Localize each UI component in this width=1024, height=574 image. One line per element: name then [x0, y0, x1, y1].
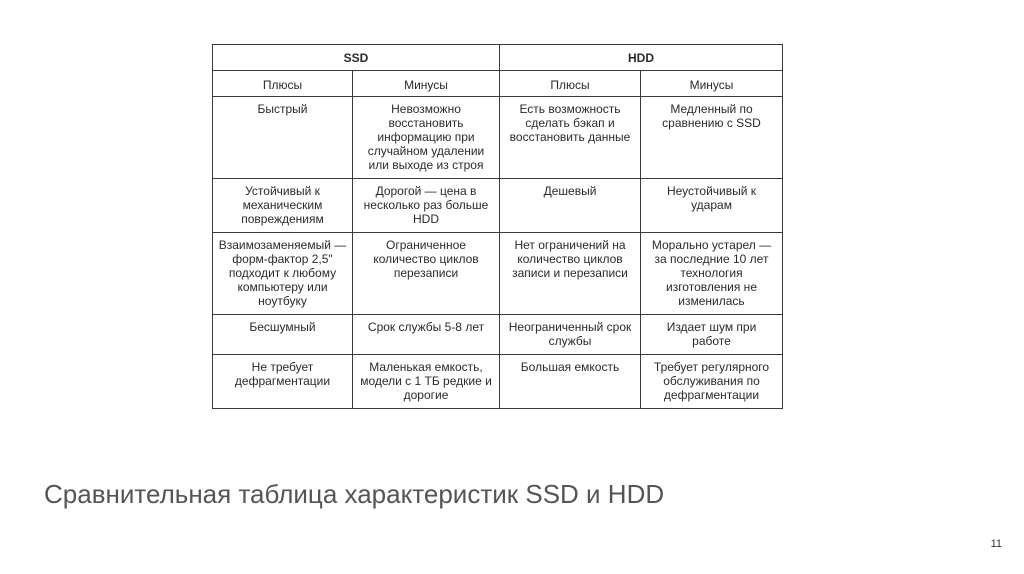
table-cell: Есть возможность сделать бэкап и восстановить данные: [500, 97, 641, 179]
table-cell: Быстрый: [213, 97, 353, 179]
table-cell: Дорогой — цена в несколько раз больше HDD: [353, 179, 500, 233]
table-cell: Большая емкость: [500, 355, 641, 409]
table-row: [213, 179, 783, 233]
hdd-group-header: HDD: [500, 45, 783, 71]
table-cell: Невозможно восстановить информацию при случайном удалении или выходе из строя: [353, 97, 500, 179]
table-cell: Не требует дефрагментации: [213, 355, 353, 409]
table-cell: Маленькая емкость, модели с 1 ТБ редкие и дорогие: [353, 355, 500, 409]
hdd-pros-header: Плюсы: [500, 71, 641, 97]
page-number: 11: [990, 538, 1002, 550]
ssd-pros-header: Плюсы: [213, 71, 353, 97]
table-cell: Срок службы 5-8 лет: [353, 315, 500, 355]
table-cell: Дешевый: [500, 179, 641, 233]
table-cell: Требует регулярного обслуживания по дефрагментации: [641, 355, 783, 409]
table-cell: Морально устарел — за последние 10 лет технология изготовления не изменилась: [641, 233, 783, 315]
table-row: [213, 315, 783, 355]
table-row: [213, 97, 783, 179]
table-cell: Нет ограничений на количество циклов записи и перезаписи: [500, 233, 641, 315]
table-row: [213, 233, 783, 315]
comparison-table: [212, 44, 783, 409]
table-cell: Взаимозаменяемый — форм-фактор 2,5" подходит к любому компьютеру или ноутбуку: [213, 233, 353, 315]
hdd-cons-header: Минусы: [641, 71, 783, 97]
slide-title: Сравнительная таблица характеристик SSD и HDD: [44, 479, 665, 509]
table-cell: Неустойчивый к ударам: [641, 179, 783, 233]
table-cell: Устойчивый к механическим повреждениям: [213, 179, 353, 233]
table-cell: Медленный по сравнению с SSD: [641, 97, 783, 179]
table-cell: Неограниченный срок службы: [500, 315, 641, 355]
ssd-group-header: SSD: [213, 45, 500, 71]
table-cell: Ограниченное количество циклов перезаписи: [353, 233, 500, 315]
table-cell: Издает шум при работе: [641, 315, 783, 355]
ssd-cons-header: Минусы: [353, 71, 500, 97]
table-cell: Бесшумный: [213, 315, 353, 355]
table-row: [213, 355, 783, 409]
